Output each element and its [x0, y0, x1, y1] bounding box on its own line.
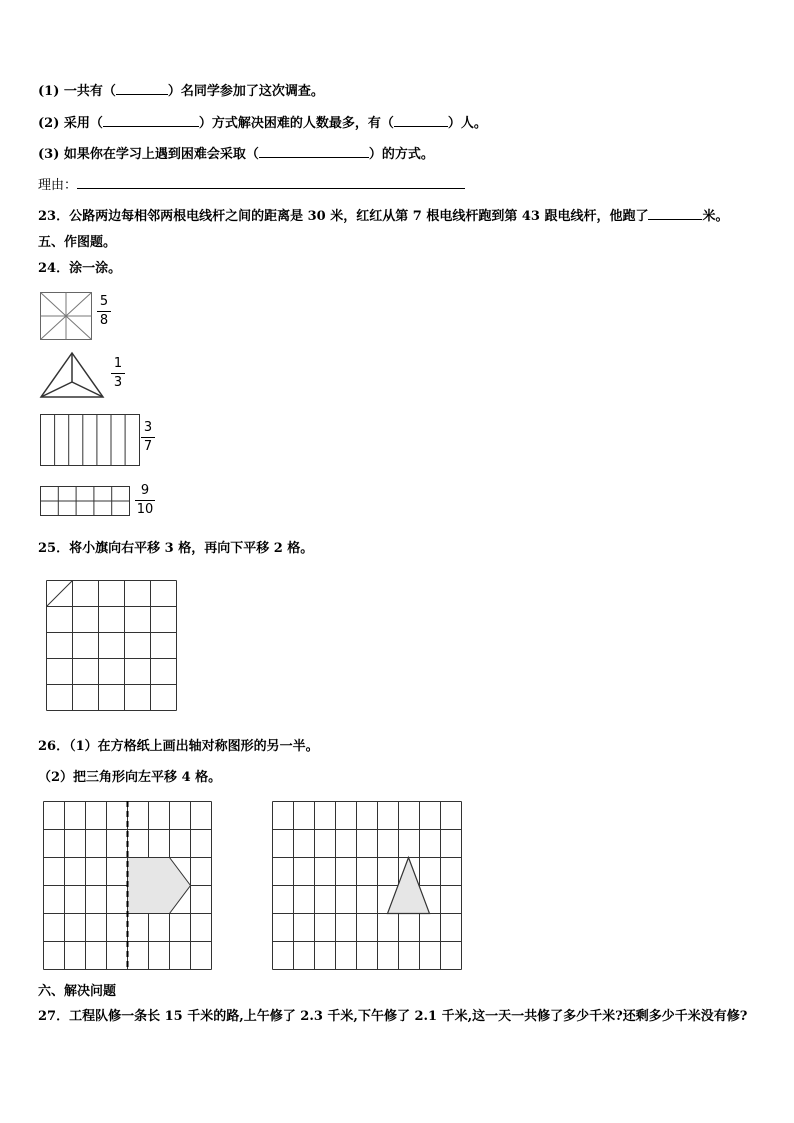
square-eighths-figure: [40, 292, 92, 340]
numerator: 1: [113, 356, 123, 371]
q22-sub3-before: 如果你在学习上遇到困难会采取（: [63, 147, 259, 162]
q23-text: 23．公路两边每相邻两根电线杆之间的距离是 30 米，红红从第 7 根电线杆跑到第 43 跟电线杆，他跑了: [38, 209, 649, 224]
q22-sub3-prefix: (3): [38, 147, 60, 162]
section-6-heading: 六、解决问题: [38, 984, 117, 999]
denominator: 3: [113, 375, 123, 390]
q22-sub2-before: 采用（: [63, 116, 103, 131]
denominator: 7: [143, 439, 153, 454]
answer-blank[interactable]: [259, 145, 369, 158]
q25-grid: [46, 580, 178, 712]
q26-translation-grid: [272, 801, 462, 969]
triangle-thirds-figure: [40, 352, 104, 398]
q23-unit: 米。: [702, 209, 729, 224]
denominator: 8: [99, 313, 109, 328]
q27-text: 27．工程队修一条长 15 千米的路,上午修了 2.3 千米,下午修了 2.1 千米,这一天一共修了多少千米?还剩多少千米没有修?: [38, 1009, 748, 1024]
q26-symmetry-grid: [43, 801, 213, 969]
q22-sub1-after: ）名同学参加了这次调查。: [167, 84, 324, 99]
reason-blank[interactable]: [77, 176, 465, 189]
fraction-5-8: [97, 294, 111, 329]
flag-diagonal: [47, 581, 73, 607]
q22-sub3: [38, 145, 434, 164]
q25-title: 25．将小旗向右平移 3 格，再向下平移 2 格。: [38, 541, 314, 556]
denominator: 10: [136, 502, 154, 517]
reason-label: 理由：: [38, 178, 78, 193]
fraction-9-10: [135, 483, 155, 518]
q23: [38, 207, 729, 226]
grid-tenths-figure: [40, 486, 130, 516]
q24-title: 24．涂一涂。: [38, 261, 122, 276]
q22-sub2: [38, 114, 487, 133]
half-shape: [128, 858, 191, 914]
answer-blank[interactable]: [103, 114, 199, 127]
fraction-1-3: [111, 356, 125, 391]
numerator: 3: [143, 420, 153, 435]
q22-sub2-middle: ）方式解决困难的人数最多，有（: [198, 116, 394, 131]
numerator: 5: [99, 294, 109, 309]
answer-blank[interactable]: [648, 207, 702, 220]
answer-blank[interactable]: [116, 82, 168, 95]
q22-sub1: [38, 82, 324, 101]
answer-blank[interactable]: [394, 114, 448, 127]
q22-sub1-prefix: (1): [38, 84, 60, 99]
fraction-3-7: [141, 420, 155, 455]
q22-sub3-after: ）的方式。: [368, 147, 434, 162]
q22-sub1-before: 一共有（: [63, 84, 116, 99]
rectangle-sevenths-figure: [40, 414, 140, 466]
q22-sub2-after: ）人。: [447, 116, 487, 131]
numerator: 9: [140, 483, 150, 498]
q26-part1: 26．（1）在方格纸上画出轴对称图形的另一半。: [38, 739, 319, 754]
q22-reason: [38, 176, 465, 195]
q26-part2: （2）把三角形向左平移 4 格。: [38, 770, 222, 785]
q22-sub2-prefix: (2): [38, 116, 60, 131]
section-5-heading: 五、作图题。: [38, 235, 117, 250]
